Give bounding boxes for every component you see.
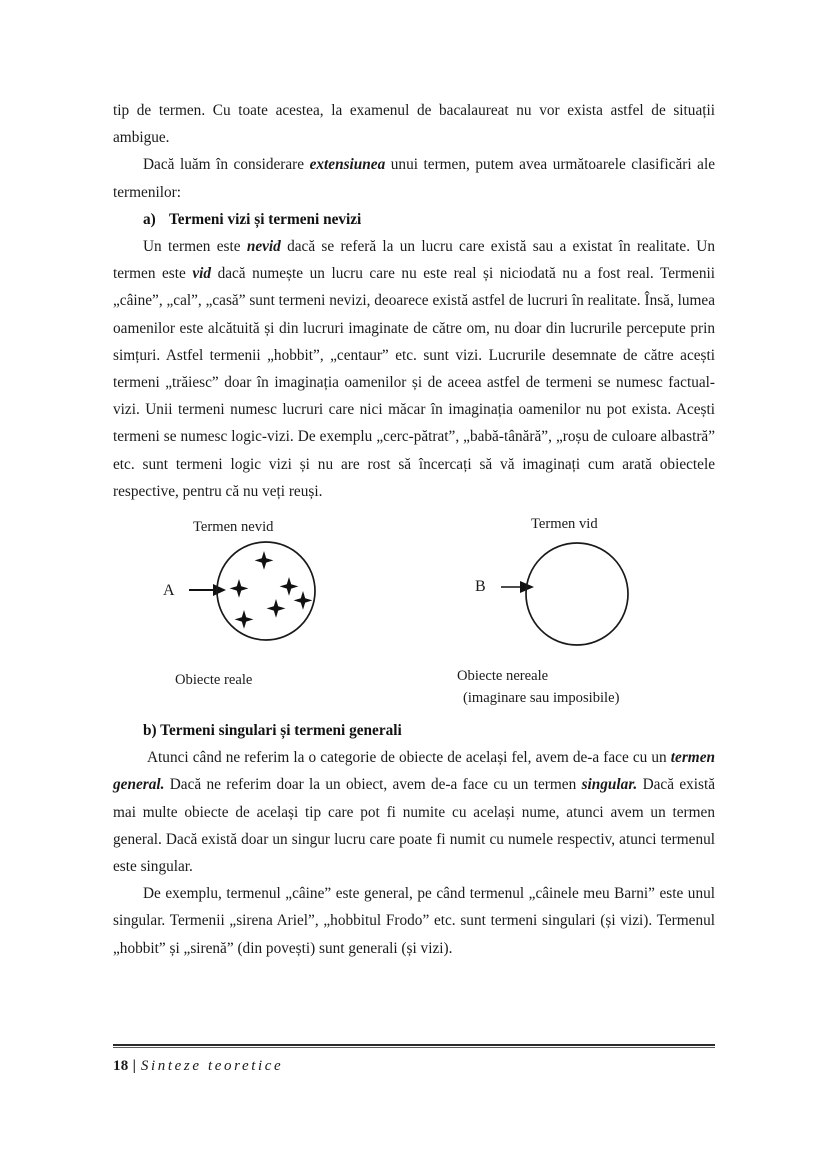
figure-letter-a: A (163, 582, 175, 600)
paragraph-general-part1: Atunci când ne referim la o categorie de obiecte de același fel, avem de-a face cu un (147, 749, 671, 767)
emphasis-singular: singular. (581, 776, 638, 794)
paragraph-vid-part3: dacă numește un lucru care nu este real și niciodată nu a fost real. Termenii „câine”, „cal”, „casă” sunt termeni nevizi, deoarece există astfel de lucruri în realitate. Însă, lumea oamenilor este alcătuită și din lucruri imaginate de către om, nu doar din lucrurile percepute prin simțuri. Astfel termenii „hobbit”, „centaur” etc. sunt vizi. Lucrurile desemnate de către acești termeni „trăiesc” doar în imaginația oamenilor și de aceea astfel de termeni se numesc factual-vizi. Unii termeni numesc lucruri care nici măcar în imaginația oamenilor nu pot exista. Acești termeni se numesc logic-vizi. De exemplu „cerc-pătrat”, „babă-tânără”, „roșu de culoare albastră” etc. sunt termeni logic vizi și nu are rost să încercați să vă imaginați cum arată obiectele respective, pentru că nu veți reuși. (113, 265, 715, 500)
paragraph-extensiune-part1: Dacă luăm în considerare (143, 156, 310, 174)
page-number: 18 (113, 1058, 129, 1074)
figure-circle-nevid (217, 542, 315, 640)
footer-content (113, 1058, 715, 1075)
paragraph-extensiune-part2: unui termen, putem avea următoarele clasificări ale termenilor: (113, 156, 715, 201)
paragraph-extensiune (113, 151, 715, 205)
figure-object-star (230, 579, 249, 598)
figure-object-star (235, 610, 254, 629)
footer-separator: | (132, 1058, 136, 1074)
figure-letter-b: B (475, 578, 486, 596)
figure-objects-group (230, 551, 313, 629)
paragraph-vid-part1: Un termen este (143, 238, 247, 256)
figure-vid-nevid (113, 517, 715, 717)
paragraph-exemple: De exemplu, termenul „câine” este general, pe când termenul „câinele meu Barni” este unul singular. Termenii „sirena Ariel”, „hobbitul Frodo” etc. sunt termeni singulari (și vizi). Termenul „hobbit” și „sirenă” (din povești) sunt generali (și vizi). (113, 885, 715, 957)
figure-label-termen-nevid: Termen nevid (193, 519, 274, 536)
paragraph-general-part2: Dacă ne referim doar la un obiect, avem de-a face cu un termen (164, 776, 582, 794)
paragraph-vid-part2: dacă se referă la un lucru care există sau a existat în realitate. Un termen este (113, 238, 716, 283)
paragraph-vid-nevid (113, 233, 715, 505)
paragraph-continuation: tip de termen. Cu toate acestea, la examenul de bacalaureat nu vor exista astfel de situații ambigue. (113, 102, 715, 147)
page-footer (113, 1044, 715, 1075)
heading-section-b: b) Termeni singulari și termeni generali (143, 722, 402, 740)
paragraph-general-singular (113, 744, 715, 880)
paragraph-general-part3: Dacă există mai multe obiecte de același tip care pot fi numite cu același nume, atunci avem un termen general. Dacă există doar un singur lucru care poate fi numit cu numele respectiv, atunci termenul este singular. (113, 776, 715, 876)
page-content (113, 97, 715, 962)
heading-a-text: Termeni vizi și termeni nevizi (169, 210, 362, 228)
figure-caption-obiecte-nereale (457, 665, 619, 709)
emphasis-extensiunea: extensiunea (309, 156, 386, 174)
figure-diagram-svg (113, 537, 715, 667)
figure-object-star (267, 599, 286, 618)
emphasis-vid: vid (192, 265, 212, 283)
heading-a-marker: a) (143, 210, 156, 228)
figure-label-termen-vid: Termen vid (531, 516, 598, 533)
footer-divider (113, 1044, 715, 1048)
figure-object-star (280, 577, 299, 596)
figure-caption-nereale-line2: (imaginare sau imposibile) (463, 690, 620, 707)
figure-circle-vid (526, 543, 628, 645)
footer-title: Sinteze teoretice (140, 1058, 284, 1074)
figure-object-star (294, 591, 313, 610)
figure-object-star (255, 551, 274, 570)
emphasis-termen-general: termen general. (113, 749, 715, 794)
emphasis-nevid: nevid (246, 238, 281, 256)
heading-section-a (113, 206, 715, 233)
figure-caption-nereale-line1: Obiecte nereale (457, 668, 549, 685)
figure-caption-obiecte-reale: Obiecte reale (175, 672, 253, 689)
